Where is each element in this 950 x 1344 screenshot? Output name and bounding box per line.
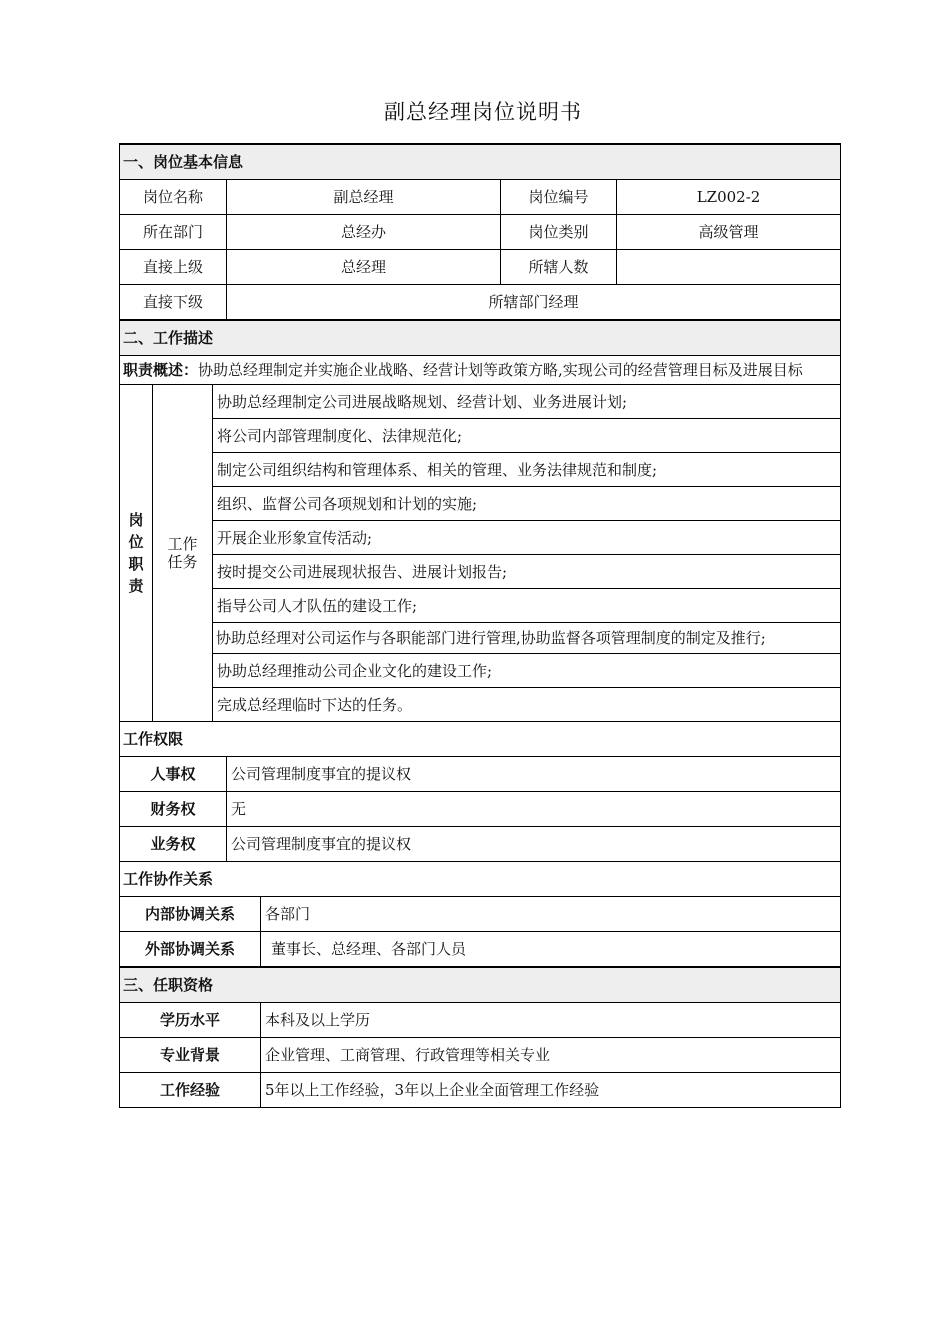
relation-label: 内部协调关系 <box>120 897 261 932</box>
task-item: 开展企业形象宣传活动; <box>213 521 841 555</box>
task-item: 制定公司组织结构和管理体系、相关的管理、业务法律规范和制度; <box>213 453 841 487</box>
task-item: 组织、监督公司各项规划和计划的实施; <box>213 487 841 521</box>
job-description-table <box>119 143 841 1108</box>
authority-label: 业务权 <box>120 827 227 862</box>
qualification-value: 5年以上工作经验，3年以上企业全面管理工作经验 <box>261 1073 841 1108</box>
relation-value: 各部门 <box>261 897 841 932</box>
task-item: 按时提交公司进展现状报告、进展计划报告; <box>213 555 841 589</box>
section-heading-work-description: 二、工作描述 <box>120 320 841 356</box>
authority-value: 公司管理制度事宜的提议权 <box>227 827 841 862</box>
category-value: 高级管理 <box>617 215 841 250</box>
task-item: 协助总经理推动公司企业文化的建设工作; <box>213 654 841 688</box>
relations-heading: 工作协作关系 <box>120 862 841 897</box>
section-heading-qualifications: 三、任职资格 <box>120 967 841 1003</box>
authority-value: 公司管理制度事宜的提议权 <box>227 757 841 792</box>
duty-summary <box>120 356 841 385</box>
authority-heading: 工作权限 <box>120 722 841 757</box>
subordinate-value: 所辖部门经理 <box>227 285 841 321</box>
section-heading-basic-info: 一、岗位基本信息 <box>120 144 841 180</box>
relation-label: 外部协调关系 <box>120 932 261 968</box>
department-value: 总经办 <box>227 215 501 250</box>
authority-value: 无 <box>227 792 841 827</box>
task-item: 协助总经理制定公司进展战略规划、经营计划、业务进展计划; <box>213 385 841 419</box>
qualification-label: 学历水平 <box>120 1003 261 1038</box>
superior-label: 直接上级 <box>120 250 227 285</box>
duty-summary-label: 职责概述： <box>123 361 199 379</box>
position-code-label: 岗位编号 <box>501 180 617 215</box>
task-item: 完成总经理临时下达的任务。 <box>213 688 841 722</box>
authority-label: 财务权 <box>120 792 227 827</box>
position-name-value: 副总经理 <box>227 180 501 215</box>
document-title: 副总经理岗位说明书 <box>384 100 582 124</box>
authority-label: 人事权 <box>120 757 227 792</box>
qualification-value: 本科及以上学历 <box>261 1003 841 1038</box>
task-item: 将公司内部管理制度化、法律规范化; <box>213 419 841 453</box>
qualification-value: 企业管理、工商管理、行政管理等相关专业 <box>261 1038 841 1073</box>
headcount-value <box>617 250 841 285</box>
superior-value: 总经理 <box>227 250 501 285</box>
headcount-label: 所辖人数 <box>501 250 617 285</box>
duty-vertical-label: 岗 位 职 责 <box>120 385 153 722</box>
task-item: 协助总经理对公司运作与各职能部门进行管理,协助监督各项管理制度的制定及推行; <box>213 623 841 654</box>
task-label: 工作 任务 <box>153 385 213 722</box>
category-label: 岗位类别 <box>501 215 617 250</box>
position-code-value: LZ002-2 <box>617 180 841 215</box>
department-label: 所在部门 <box>120 215 227 250</box>
qualification-label: 工作经验 <box>120 1073 261 1108</box>
relation-value: 董事长、总经理、各部门人员 <box>261 932 841 968</box>
task-item: 指导公司人才队伍的建设工作; <box>213 589 841 623</box>
position-name-label: 岗位名称 <box>120 180 227 215</box>
subordinate-label: 直接下级 <box>120 285 227 321</box>
duty-summary-text: 协助总经理制定并实施企业战略、经营计划等政策方略,实现公司的经营管理目标及进展目标 <box>198 361 803 379</box>
qualification-label: 专业背景 <box>120 1038 261 1073</box>
